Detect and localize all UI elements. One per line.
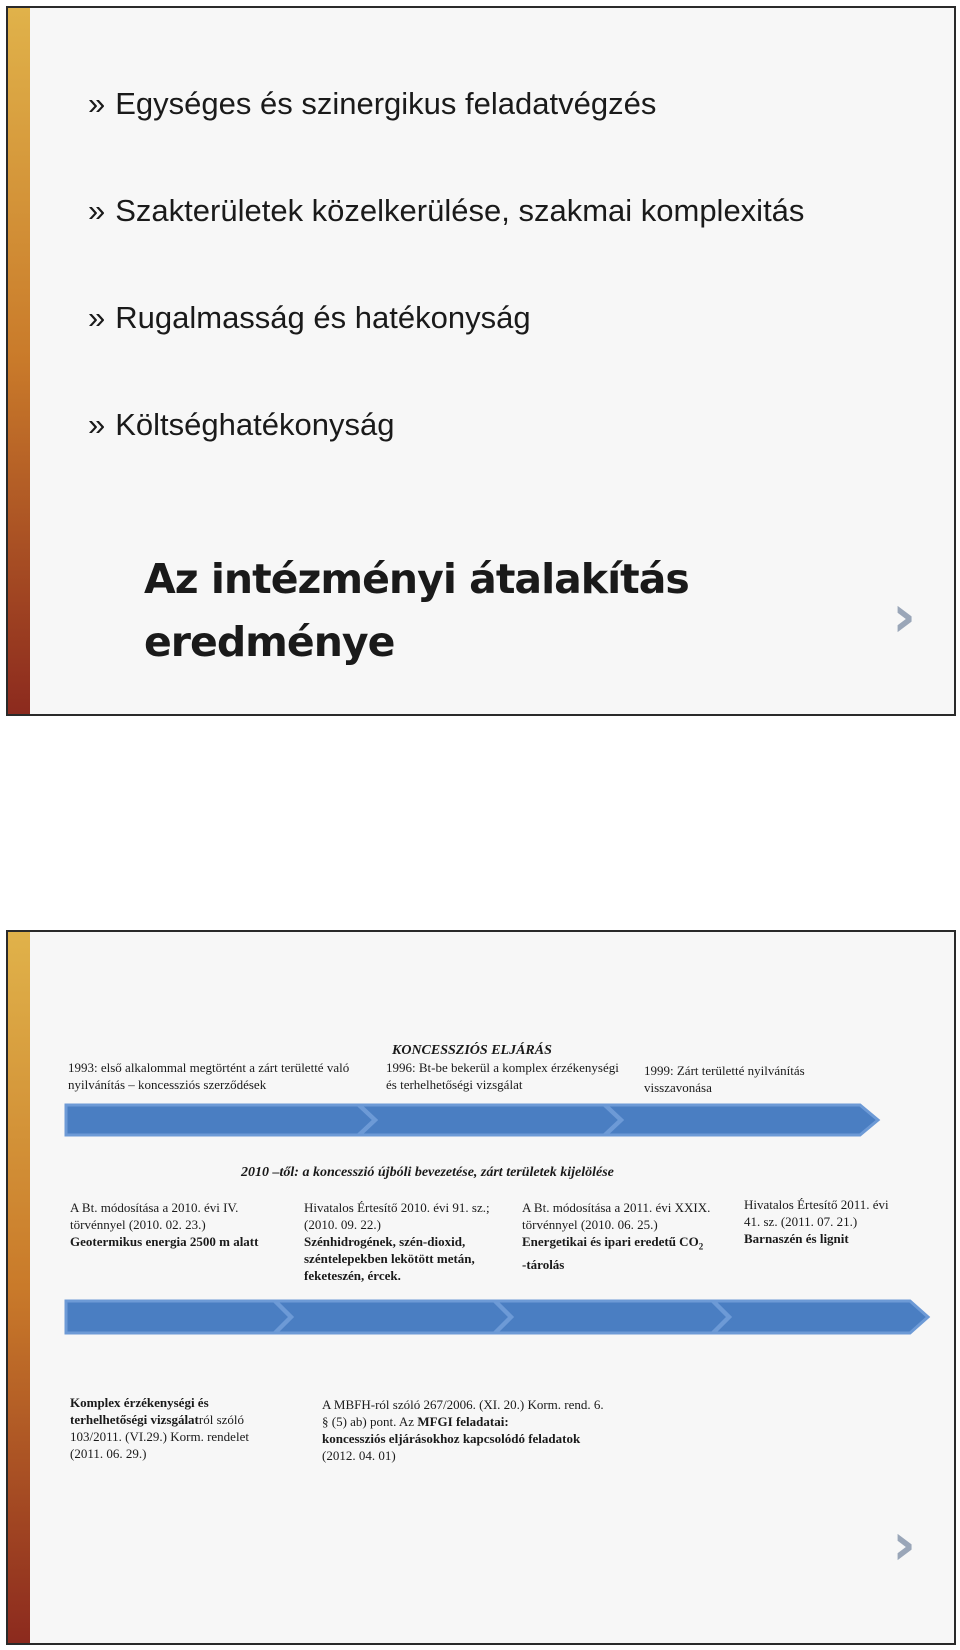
arrow-segment: [276, 1301, 510, 1333]
bullet-list: [88, 84, 804, 512]
item-bold: Energetikai és ipari eredetű CO: [522, 1234, 699, 1249]
item-bold: Szénhidrogének, szén-dioxid, széntelepekben lekötött metán, feketeszén, ércek.: [304, 1234, 475, 1283]
slide-title: [144, 548, 689, 674]
item-text: ról szóló 103/2011. (VI.29.) Korm. rendelet (2011. 06. 29.): [70, 1412, 249, 1461]
slide-title-line: eredménye: [144, 618, 395, 666]
next-chevron-icon[interactable]: ›: [892, 582, 916, 650]
item-text: Hivatalos Értesítő 2010. évi 91. sz.; (2010. 09. 22.): [304, 1200, 490, 1232]
arrow-segment: [496, 1301, 728, 1333]
section-header-concession: KONCESSZIÓS ELJÁRÁS: [392, 1043, 552, 1058]
section-header-2010: 2010 –től: a koncesszió újbóli bevezetése, zárt területek kijelölése: [241, 1165, 614, 1180]
bullet-mark: »: [88, 407, 106, 442]
slide-2: [6, 930, 956, 1645]
bullet-item: [88, 191, 804, 298]
timeline-arrow-2: [64, 1298, 934, 1340]
arrow-segment: [66, 1105, 374, 1135]
bullet-text: Szakterületek közelkerülése, szakmai komplexitás: [115, 193, 805, 228]
item-text: (2012. 04. 01): [322, 1448, 396, 1463]
bullet-mark: »: [88, 300, 106, 335]
arrow-segment: [66, 1301, 290, 1333]
next-chevron-icon[interactable]: ›: [892, 1510, 916, 1578]
arrow-segment: [714, 1301, 928, 1333]
item-bold: MFGI feladatai:: [417, 1414, 509, 1429]
item-text: Hivatalos Értesítő 2011. évi 41. sz. (2011. 07. 21.): [744, 1197, 889, 1229]
timeline-item-hydrocarbons: [304, 1199, 516, 1284]
timeline-item-co2: [522, 1199, 722, 1273]
slide-accent-bar: [8, 8, 30, 714]
slide-1: [6, 6, 956, 716]
timeline-arrow-1: [64, 1102, 884, 1142]
regulation-item-assessment: [70, 1394, 280, 1462]
arrow-segment: [606, 1105, 878, 1135]
bullet-text: Költséghatékonyság: [115, 407, 395, 442]
timeline-text-1999: 1999: Zárt területté nyilvánítás visszavonása: [644, 1063, 805, 1095]
slide-accent-bar: [8, 932, 30, 1643]
item-bold: Barnaszén és lignit: [744, 1231, 849, 1246]
bullet-text: Egységes és szinergikus feladatvégzés: [115, 86, 657, 121]
bullet-item: [88, 84, 804, 191]
slide-title-line: Az intézményi átalakítás: [144, 555, 689, 603]
item-text: A Bt. módosítása a 2010. évi IV. törvénnyel (2010. 02. 23.): [70, 1200, 239, 1232]
item-bold: Komplex érzékenységi és terhelhetőségi vizsgálat: [70, 1395, 209, 1427]
item-bold: Geotermikus energia 2500 m alatt: [70, 1234, 259, 1249]
arrow-segment: [360, 1105, 620, 1135]
bullet-item: [88, 298, 804, 405]
item-text: A Bt. módosítása a 2011. évi XXIX. törvénnyel (2010. 06. 25.): [522, 1200, 711, 1232]
item-bold: -tárolás: [522, 1256, 565, 1272]
item-text: A MBFH-ról szóló 267/2006. (XI. 20.) Korm. rend. 6. § (5) ab) pont. Az: [322, 1397, 604, 1429]
timeline-item-lignite: [744, 1196, 904, 1247]
timeline-text-1996: 1996: Bt-be bekerül a komplex érzékenységi és terhelhetőségi vizsgálat: [386, 1060, 619, 1092]
bullet-mark: »: [88, 86, 106, 121]
bullet-item: [88, 405, 804, 512]
item-bold: koncessziós eljárásokhoz kapcsolódó feladatok: [322, 1431, 581, 1446]
timeline-text-1993: 1993: első alkalommal megtörtént a zárt területté való nyilvánítás – koncessziós szerződések: [68, 1060, 350, 1092]
regulation-item-mfgi: [322, 1396, 612, 1464]
item-subscript: 2: [698, 1241, 704, 1252]
bullet-mark: »: [88, 193, 106, 228]
bullet-text: Rugalmasság és hatékonyság: [115, 300, 531, 335]
timeline-item-geothermal: [70, 1199, 270, 1250]
